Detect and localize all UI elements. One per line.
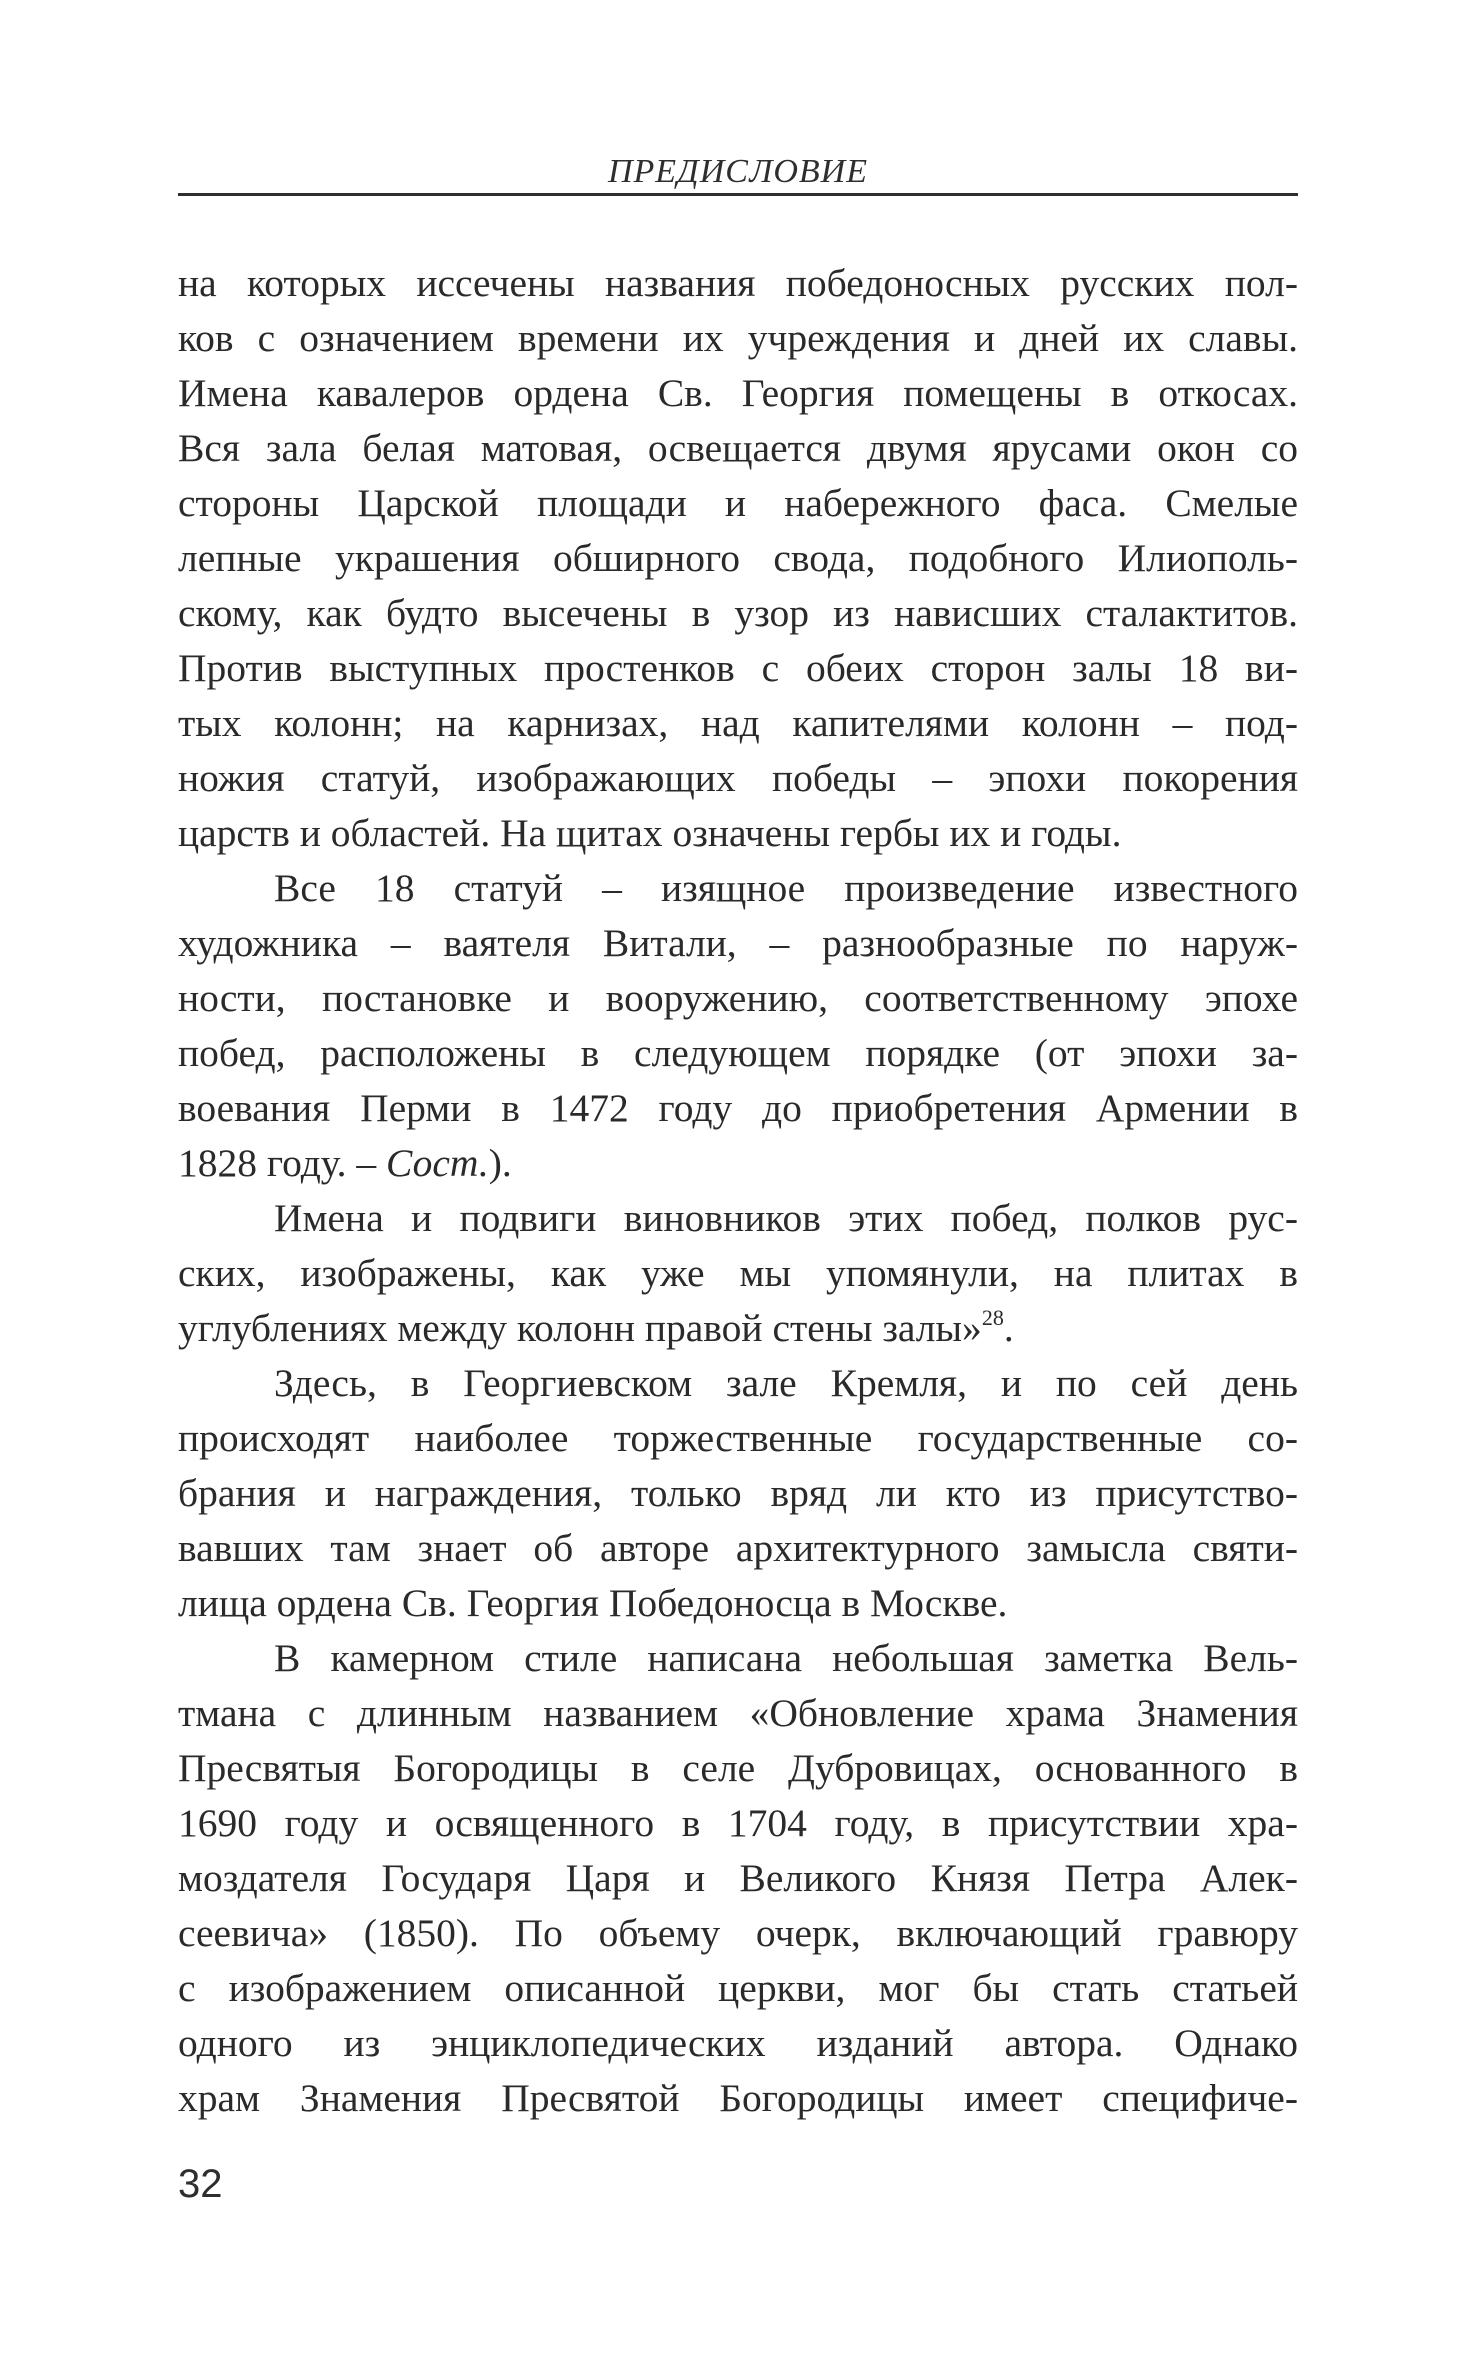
text-line [178,1576,1298,1631]
italic-abbreviation: Сост. [385,1141,489,1185]
footnote-marker: 28 [981,1305,1004,1330]
text-line-tail: . [1003,1306,1014,1350]
text-line-content: 1690 году и освященного в 1704 году, в присутствии хра- [178,1801,1298,1845]
text-line-content: художника – ваятеля Витали, – разнообразные по наруж- [178,921,1298,965]
text-line [178,1411,1298,1466]
text-line-tail: ). [488,1141,512,1185]
text-line-content: В камерном стиле написана небольшая заметка Вель- [274,1636,1298,1680]
text-line [178,531,1298,586]
text-line-content: вавших там знает об авторе архитектурного замысла святи- [178,1526,1298,1570]
text-line-content: побед, расположены в следующем порядке (от эпохи за- [178,1031,1298,1075]
text-line [178,971,1298,1026]
text-line [178,1906,1298,1961]
text-line [178,1191,1298,1246]
text-line [178,1741,1298,1796]
text-line [178,586,1298,641]
running-head: ПРЕДИСЛОВИЕ [607,153,869,190]
text-line [178,1851,1298,1906]
text-line-content: углублениях между колонн правой стены залы» [178,1306,982,1350]
text-line-content: стороны Царской площади и набережного фаса. Смелые [178,481,1298,525]
text-line-content: одного из энциклопедических изданий автора. Однако [178,2021,1298,2065]
text-line-content: на которых иссечены названия победоносных русских пол- [178,261,1298,305]
text-line-content: ножия статуй, изображающих победы – эпохи покорения [178,756,1298,800]
text-line [178,806,1298,861]
text-line-content: Против выступных простенков с обеих сторон залы 18 ви- [178,646,1298,690]
body-text [178,256,1298,2126]
text-line [178,1356,1298,1411]
text-line-content: моздателя Государя Царя и Великого Князя Петра Алек- [178,1856,1298,1900]
text-line-content: ков с означением времени их учреждения и дней их славы. [178,316,1298,360]
text-line [178,311,1298,366]
text-line [178,1961,1298,2016]
text-line-content: Вся зала белая матовая, освещается двумя ярусами окон со [178,426,1298,470]
text-line [178,1686,1298,1741]
text-line [178,1796,1298,1851]
text-line [178,256,1298,311]
text-line-content: происходят наиболее торжественные государственные со- [178,1416,1298,1460]
text-line-content: 1828 году. – [178,1141,386,1185]
text-line-content: лепные украшения обширного свода, подобного Илиополь- [178,536,1298,580]
text-line [178,696,1298,751]
text-line-content: лища ордена Св. Георгия Победоносца в Москве. [178,1581,1008,1625]
text-line [178,1631,1298,1686]
text-line [178,916,1298,971]
text-line [178,641,1298,696]
text-line [178,1301,1298,1356]
text-line-content: Имена и подвиги виновников этих побед, полков рус- [274,1196,1298,1240]
text-line-content: тых колонн; на карнизах, над капителями колонн – под- [178,701,1298,745]
header-rule [178,193,1298,196]
text-line-content: с изображением описанной церкви, мог бы стать статьей [178,1966,1298,2010]
text-line-content: царств и областей. На щитах означены гербы их и годы. [178,811,1122,855]
text-line [178,366,1298,421]
text-line-content: Все 18 статуй – изящное произведение известного [274,866,1298,910]
page-number: 32 [178,2162,223,2206]
text-line-content: ности, постановке и вооружению, соответственному эпохе [178,976,1298,1020]
text-line [178,1081,1298,1136]
text-line-content: Имена кавалеров ордена Св. Георгия помещены в откосах. [178,371,1298,415]
text-line-content: ских, изображены, как уже мы упомянули, на плитах в [178,1251,1298,1295]
text-line-content: храм Знамения Пресвятой Богородицы имеет специфиче- [178,2076,1298,2120]
text-line [178,1136,1298,1191]
text-line [178,2016,1298,2071]
text-line [178,1466,1298,1521]
text-line-content: Здесь, в Георгиевском зале Кремля, и по сей день [274,1361,1298,1405]
text-line [178,421,1298,476]
text-line [178,1246,1298,1301]
text-line-content: тмана с длинным названием «Обновление храма Знамения [178,1691,1298,1735]
text-line [178,751,1298,806]
text-line-content: сеевича» (1850). По объему очерк, включающий гравюру [178,1911,1298,1955]
text-line [178,1026,1298,1081]
text-line [178,861,1298,916]
text-line [178,2071,1298,2126]
text-line-content: Пресвятыя Богородицы в селе Дубровицах, основанного в [178,1746,1298,1790]
text-line-content: брания и награждения, только вряд ли кто из присутство- [178,1471,1298,1515]
text-line [178,476,1298,531]
text-line-content: воевания Перми в 1472 году до приобретения Армении в [178,1086,1298,1130]
text-line-content: скому, как будто высечены в узор из нависших сталактитов. [178,591,1298,635]
text-line [178,1521,1298,1576]
